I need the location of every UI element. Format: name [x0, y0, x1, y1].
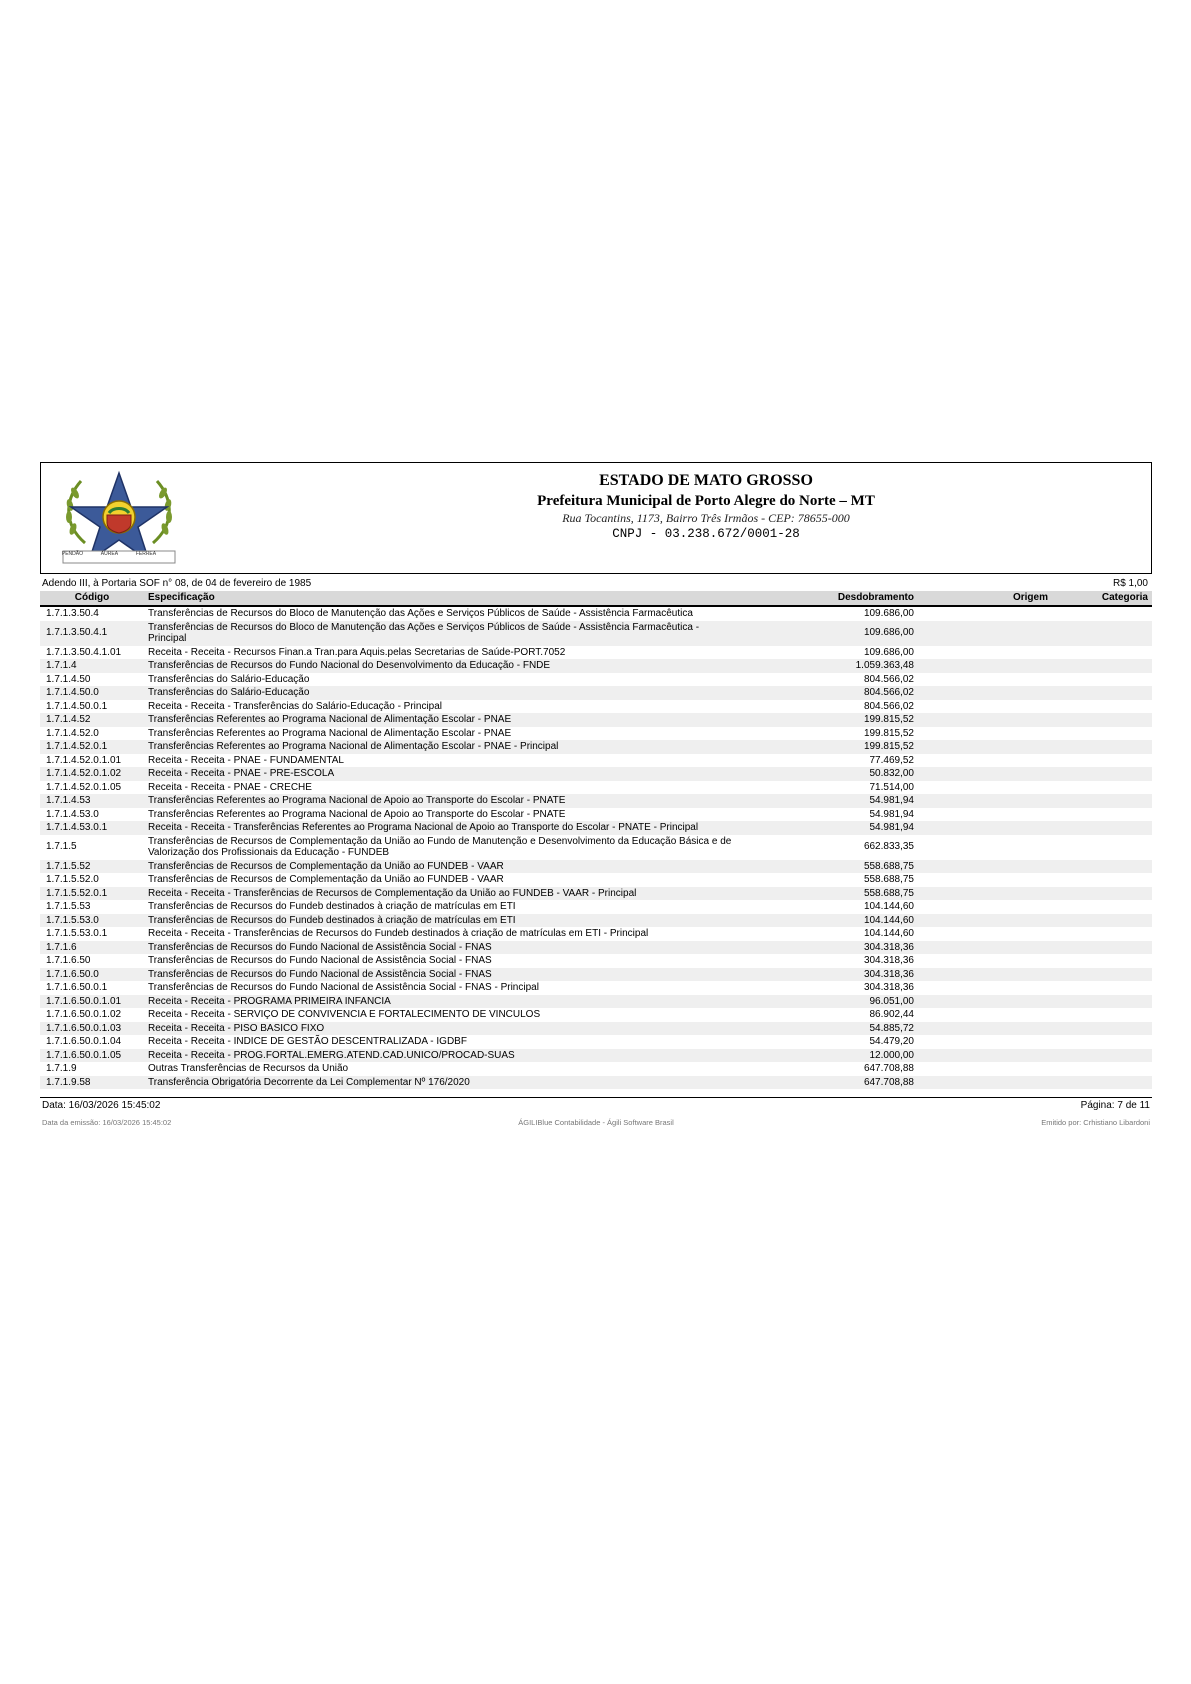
cell-desdobramento: 199.815,52 [738, 713, 918, 727]
cell-desdobramento: 304.318,36 [738, 941, 918, 955]
cell-codigo: 1.7.1.4.52.0.1.01 [46, 754, 122, 766]
cell-especificacao: Receita - Receita - PNAE - FUNDAMENTAL [148, 754, 344, 766]
subheader [40, 576, 1152, 591]
cell-categoria [1052, 767, 1152, 781]
cell-origem [918, 767, 1052, 781]
cell-desdobramento: 1.059.363,48 [738, 659, 918, 673]
table-row [40, 860, 1152, 874]
table-row [40, 887, 1152, 901]
cell-desdobramento: 199.815,52 [863, 727, 914, 739]
column-header-desdobramento: Desdobramento [738, 591, 918, 606]
cell-especificacao: Transferências Referentes ao Programa Nacional de Alimentação Escolar - PNAE - Principal [144, 740, 738, 754]
cell-codigo: 1.7.1.9 [46, 1063, 77, 1074]
cell-categoria [1052, 700, 1152, 714]
cell-desdobramento: 86.902,44 [869, 1009, 914, 1020]
cell-especificacao: Receita - Receita - Transferências do Salário-Educação - Principal [148, 700, 443, 712]
cell-especificacao: Receita - Receita - PISO BASICO FIXO [144, 1022, 738, 1036]
cell-desdobramento: 12.000,00 [738, 1049, 918, 1063]
portaria-reference: Adendo III, à Portaria SOF n° 08, de 04 de fevereiro de 1985 [42, 578, 312, 589]
cell-origem [918, 954, 1052, 968]
report-header [40, 462, 1152, 574]
logo-banner [53, 551, 165, 557]
cell-categoria [1052, 968, 1152, 982]
cell-origem [918, 646, 1052, 660]
cell-origem [918, 700, 1052, 714]
cell-origem [918, 1022, 1052, 1036]
cell-codigo: 1.7.1.4.52.0.1 [40, 740, 144, 754]
cell-especificacao: Transferência Obrigatória Decorrente da Lei Complementar Nº 176/2020 [144, 1076, 738, 1090]
cell-categoria [1052, 927, 1152, 941]
table-row [40, 835, 1152, 860]
cell-desdobramento: 54.981,94 [738, 794, 918, 808]
cell-codigo: 1.7.1.6 [40, 941, 144, 955]
cell-desdobramento: 77.469,52 [869, 754, 914, 766]
cell-especificacao: Transferências de Recursos do Fundo Nacional de Assistência Social - FNAS - Principal [148, 982, 539, 993]
cell-desdobramento: 104.144,60 [863, 901, 914, 912]
cell-desdobramento: 804.566,02 [863, 700, 914, 712]
cell-codigo: 1.7.1.6.50.0 [40, 968, 144, 982]
cell-especificacao: Transferências de Recursos do Fundo Nacional de Assistência Social - FNAS [144, 968, 738, 982]
table-row [40, 686, 1152, 700]
cell-categoria [1052, 1062, 1152, 1076]
cell-especificacao: Receita - Receita - PROG.FORTAL.EMERG.ATEND.CAD.UNICO/PROCAD-SUAS [144, 1049, 738, 1063]
cell-origem [918, 981, 1052, 995]
cell-desdobramento: 71.514,00 [869, 781, 914, 793]
table-row [40, 621, 1152, 646]
table-row [40, 1008, 1152, 1022]
cell-categoria [1052, 740, 1152, 754]
cell-codigo: 1.7.1.4.52.0.1.02 [40, 767, 144, 781]
table-row [40, 927, 1152, 941]
cell-categoria [1052, 713, 1152, 727]
cell-desdobramento: 804.566,02 [738, 686, 918, 700]
cell-desdobramento: 647.708,88 [738, 1076, 918, 1090]
cell-categoria [1052, 1049, 1152, 1063]
cell-especificacao: Transferências Referentes ao Programa Nacional de Apoio ao Transporte do Escolar - PNATE [144, 794, 738, 808]
table-header-row [40, 591, 1152, 606]
cell-categoria [1052, 860, 1152, 874]
cell-desdobramento: 304.318,36 [863, 982, 914, 993]
cell-categoria [1052, 606, 1152, 621]
cell-especificacao: Transferências de Recursos do Fundeb destinados à criação de matrículas em ETI [144, 914, 738, 928]
cell-origem [918, 927, 1052, 941]
table-row [40, 914, 1152, 928]
cell-desdobramento: 50.832,00 [738, 767, 918, 781]
page-footer [40, 1099, 1152, 1113]
cell-codigo: 1.7.1.6.50 [46, 955, 91, 966]
table-row [40, 659, 1152, 673]
cell-especificacao: Receita - Receita - PNAE - CRECHE [148, 781, 312, 793]
cell-codigo: 1.7.1.4.53.0 [46, 808, 99, 820]
cell-codigo: 1.7.1.9.58 [40, 1076, 144, 1090]
cell-categoria [1052, 954, 1152, 968]
cell-desdobramento: 54.981,94 [738, 821, 918, 835]
cell-especificacao: Transferências de Recursos do Fundo Nacional de Assistência Social - FNAS [144, 941, 738, 955]
cell-especificacao: Transferências Referentes ao Programa Nacional de Alimentação Escolar - PNAE [148, 727, 512, 739]
column-header-origem: Origem [918, 591, 1052, 606]
cell-origem [918, 781, 1052, 795]
cell-origem [918, 606, 1052, 621]
cell-desdobramento: 104.144,60 [863, 928, 914, 939]
cell-categoria [1052, 1035, 1152, 1049]
cell-desdobramento: 558.688,75 [738, 887, 918, 901]
cell-especificacao: Transferências Referentes ao Programa Nacional de Apoio ao Transporte do Escolar - PNATE [148, 808, 566, 820]
cell-desdobramento: 109.686,00 [863, 646, 914, 658]
cell-desdobramento: 54.981,94 [869, 808, 914, 820]
cell-origem [918, 713, 1052, 727]
cell-codigo: 1.7.1.3.50.4.1 [40, 621, 144, 646]
cell-codigo: 1.7.1.4.52.0.1.05 [46, 781, 122, 793]
cell-categoria [1052, 686, 1152, 700]
table-row [40, 606, 1152, 621]
cell-origem [918, 754, 1052, 768]
cell-especificacao: Receita - Receita - PROGRAMA PRIMEIRA INFANCIA [144, 995, 738, 1009]
cell-codigo: 1.7.1.6.50.0.1.02 [46, 1009, 122, 1020]
cell-origem [918, 808, 1052, 822]
logo-banner-word: FERREA [135, 551, 157, 557]
table-row [40, 954, 1152, 968]
cell-codigo: 1.7.1.5.52 [40, 860, 144, 874]
cell-especificacao: Transferências de Recursos do Fundo Nacional de Assistência Social - FNAS [148, 955, 492, 966]
cell-categoria [1052, 659, 1152, 673]
cell-codigo: 1.7.1.4.52 [40, 713, 144, 727]
cell-codigo: 1.7.1.5 [46, 841, 77, 853]
cell-codigo: 1.7.1.5.53.0 [40, 914, 144, 928]
cell-desdobramento: 558.688,75 [863, 874, 914, 885]
cell-categoria [1052, 914, 1152, 928]
table-row [40, 781, 1152, 795]
cell-origem [918, 1008, 1052, 1022]
column-header-especificacao: Especificação [144, 591, 738, 606]
table-row [40, 808, 1152, 822]
column-header-categoria: Categoria [1052, 591, 1152, 606]
currency-unit: R$ 1,00 [1112, 578, 1148, 589]
cell-origem [918, 659, 1052, 673]
cell-codigo: 1.7.1.6.50.0.1.04 [46, 1036, 122, 1047]
cell-especificacao: Transferências Referentes ao Programa Nacional de Alimentação Escolar - PNAE [144, 713, 738, 727]
cell-especificacao: Transferências de Recursos de Complementação da União ao Fundo de Manutenção e Desenvolvimento da Educação Básica e de Valorização dos Profissionais da Educação - FUNDEB [148, 835, 732, 858]
cell-desdobramento: 109.686,00 [738, 621, 918, 646]
cell-origem [918, 1062, 1052, 1076]
table-row [40, 727, 1152, 741]
column-header-codigo: Código [40, 591, 144, 606]
cell-origem [918, 900, 1052, 914]
emitted-by: Emitido por: Crhistiano Libardoni [1041, 1118, 1150, 1127]
state-title: ESTADO DE MATO GROSSO [599, 472, 813, 489]
cell-codigo: 1.7.1.4.53 [40, 794, 144, 808]
cell-especificacao: Receita - Receita - Transferências Referentes ao Programa Nacional de Apoio ao Transporte do Escolar - PNATE - Principal [144, 821, 738, 835]
cell-origem [918, 621, 1052, 646]
cell-categoria [1052, 754, 1152, 768]
cell-categoria [1052, 835, 1152, 860]
cell-especificacao: Transferências do Salário-Educação [148, 673, 310, 685]
table-row [40, 673, 1152, 687]
cell-origem [918, 821, 1052, 835]
cell-codigo: 1.7.1.3.50.4 [46, 608, 99, 619]
cnpj-line: CNPJ - 03.238.672/0001-28 [612, 527, 800, 541]
table-row [40, 646, 1152, 660]
cell-desdobramento: 804.566,02 [863, 673, 914, 685]
cell-categoria [1052, 1076, 1152, 1090]
emission-footer [40, 1117, 1152, 1129]
cell-categoria [1052, 900, 1152, 914]
cell-codigo: 1.7.1.4.50.0.1 [46, 700, 108, 712]
table-row [40, 1062, 1152, 1076]
cell-desdobramento: 304.318,36 [738, 968, 918, 982]
table-row [40, 1049, 1152, 1063]
cell-codigo: 1.7.1.4.52.0 [46, 727, 99, 739]
cell-origem [918, 873, 1052, 887]
table-row [40, 713, 1152, 727]
address-line: Rua Tocantins, 1173, Bairro Três Irmãos - CEP: 78655-000 [562, 511, 850, 525]
table-row [40, 995, 1152, 1009]
cell-desdobramento: 662.833,35 [863, 841, 914, 853]
cell-categoria [1052, 673, 1152, 687]
bottom-divider [40, 1097, 1152, 1098]
cell-desdobramento: 96.051,00 [738, 995, 918, 1009]
cell-especificacao: Receita - Receita - SERVIÇO DE CONVIVENCIA E FORTALECIMENTO DE VINCULOS [148, 1009, 541, 1020]
table-row [40, 1022, 1152, 1036]
cell-origem [918, 860, 1052, 874]
cell-origem [918, 727, 1052, 741]
cell-codigo: 1.7.1.6.50.0.1.03 [40, 1022, 144, 1036]
cell-origem [918, 1049, 1052, 1063]
cell-especificacao: Transferências de Recursos de Complementação da União ao FUNDEB - VAAR [144, 860, 738, 874]
cell-categoria [1052, 873, 1152, 887]
cell-codigo: 1.7.1.5.52.0.1 [40, 887, 144, 901]
table-body [40, 606, 1152, 1089]
cell-especificacao: Receita - Receita - Transferências de Recursos de Complementação da União ao FUNDEB - VAAR - Principal [144, 887, 738, 901]
cell-categoria [1052, 995, 1152, 1009]
cell-codigo: 1.7.1.5.53 [46, 901, 91, 912]
cell-desdobramento: 558.688,75 [738, 860, 918, 874]
cell-codigo: 1.7.1.4.53.0.1 [40, 821, 144, 835]
cell-especificacao: Receita - Receita - Recursos Finan.a Tran.para Aquis.pelas Secretarias de Saúde-PORT.7052 [148, 646, 566, 658]
cell-origem [918, 794, 1052, 808]
table-row [40, 794, 1152, 808]
cell-codigo: 1.7.1.4.50.0 [40, 686, 144, 700]
cell-codigo: 1.7.1.4.50 [46, 673, 91, 685]
cell-categoria [1052, 941, 1152, 955]
table-row [40, 767, 1152, 781]
cell-codigo: 1.7.1.5.52.0 [46, 874, 99, 885]
cell-codigo: 1.7.1.3.50.4.1.01 [46, 646, 122, 658]
cell-categoria [1052, 646, 1152, 660]
table-row [40, 941, 1152, 955]
prefeitura-title: Prefeitura Municipal de Porto Alegre do Norte – MT [537, 493, 875, 509]
table-row [40, 900, 1152, 914]
table-row [40, 740, 1152, 754]
cell-origem [918, 740, 1052, 754]
software-credit: ÁGILIBlue Contabilidade - Ágili Software Brasil [518, 1118, 674, 1127]
logo-banner-word: ÁUREA [100, 551, 119, 557]
cell-codigo: 1.7.1.6.50.0.1.01 [40, 995, 144, 1009]
cell-desdobramento: 104.144,60 [738, 914, 918, 928]
table-row [40, 700, 1152, 714]
logo-banner-word: PENDÃO [61, 551, 84, 557]
cell-origem [918, 1035, 1052, 1049]
cell-categoria [1052, 808, 1152, 822]
cell-categoria [1052, 1008, 1152, 1022]
table-row [40, 821, 1152, 835]
cell-desdobramento: 647.708,88 [863, 1063, 914, 1074]
table-row [40, 754, 1152, 768]
table-row [40, 1076, 1152, 1090]
cell-categoria [1052, 887, 1152, 901]
cell-categoria [1052, 821, 1152, 835]
cell-codigo: 1.7.1.4 [40, 659, 144, 673]
emission-date: Data da emissão: 16/03/2026 15:45:02 [42, 1118, 172, 1127]
cell-origem [918, 914, 1052, 928]
cell-origem [918, 835, 1052, 860]
cell-desdobramento: 54.479,20 [869, 1036, 914, 1047]
cell-desdobramento: 199.815,52 [738, 740, 918, 754]
revenue-table [40, 591, 1152, 1089]
cell-desdobramento: 109.686,00 [863, 608, 914, 619]
cell-origem [918, 887, 1052, 901]
cell-especificacao: Transferências de Recursos do Fundeb destinados à criação de matrículas em ETI [148, 901, 516, 912]
cell-desdobramento: 54.885,72 [738, 1022, 918, 1036]
cell-origem [918, 1076, 1052, 1090]
cell-categoria [1052, 621, 1152, 646]
table-row [40, 873, 1152, 887]
cell-especificacao: Transferências de Recursos do Bloco de Manutenção das Ações e Serviços Públicos de Saúde - Assistência Farmacêutica - Principal [144, 621, 738, 646]
table-row [40, 1035, 1152, 1049]
cell-codigo: 1.7.1.6.50.0.1.05 [40, 1049, 144, 1063]
header-text [41, 471, 1151, 542]
cell-origem [918, 673, 1052, 687]
cell-especificacao: Receita - Receita - Transferências de Recursos do Fundeb destinados à criação de matrículas em ETI - Principal [148, 928, 649, 939]
cell-origem [918, 968, 1052, 982]
cell-especificacao: Transferências de Recursos do Fundo Nacional do Desenvolvimento da Educação - FNDE [144, 659, 738, 673]
cell-especificacao: Transferências do Salário-Educação [144, 686, 738, 700]
cell-categoria [1052, 794, 1152, 808]
cell-codigo: 1.7.1.5.53.0.1 [46, 928, 108, 939]
cell-especificacao: Receita - Receita - INDICE DE GESTÃO DESCENTRALIZADA - IGDBF [148, 1036, 467, 1047]
cell-codigo: 1.7.1.6.50.0.1 [46, 982, 108, 993]
cell-categoria [1052, 1022, 1152, 1036]
cell-origem [918, 941, 1052, 955]
cell-categoria [1052, 981, 1152, 995]
cell-especificacao: Outras Transferências de Recursos da União [148, 1063, 349, 1074]
cell-origem [918, 686, 1052, 700]
cell-desdobramento: 304.318,36 [863, 955, 914, 966]
table-row [40, 981, 1152, 995]
cell-categoria [1052, 727, 1152, 741]
cell-especificacao: Receita - Receita - PNAE - PRE-ESCOLA [144, 767, 738, 781]
cell-especificacao: Transferências de Recursos de Complementação da União ao FUNDEB - VAAR [148, 874, 504, 885]
cell-categoria [1052, 781, 1152, 795]
report-date: Data: 16/03/2026 15:45:02 [42, 1100, 161, 1111]
cell-origem [918, 995, 1052, 1009]
cell-especificacao: Transferências de Recursos do Bloco de Manutenção das Ações e Serviços Públicos de Saúde - Assistência Farmacêutica [148, 608, 693, 619]
table-row [40, 968, 1152, 982]
page-number: Página: 7 de 11 [1080, 1100, 1150, 1111]
report-page [40, 462, 1152, 1129]
